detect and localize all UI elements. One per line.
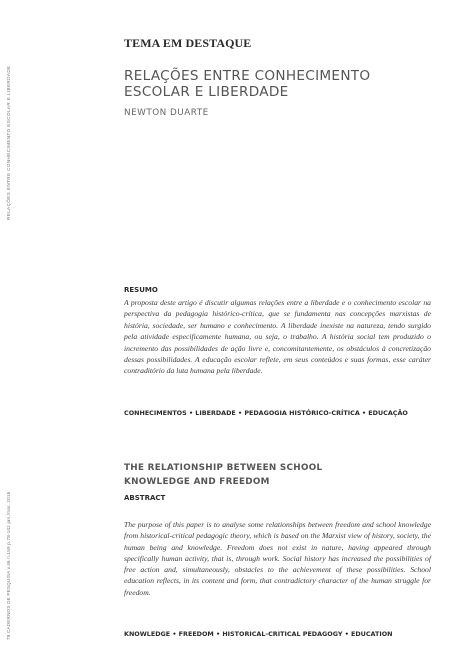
english-title-line-2: KNOWLEDGE AND FREEDOM <box>124 477 270 488</box>
author-name: NEWTON DUARTE <box>124 108 209 118</box>
article-title-line-1: RELAÇÕES ENTRE CONHECIMENTO <box>124 68 371 84</box>
abstract-heading: ABSTRACT <box>124 494 166 502</box>
article-title-line-2: ESCOLAR E LIBERDADE <box>124 84 289 100</box>
keywords-en: KNOWLEDGE • FREEDOM • HISTORICAL-CRITICAL PEDAGOGY • EDUCATION <box>124 630 393 638</box>
page-footer-text: 78 CADERNOS DE PESQUISA v.46 n.159 p.78-102 jan./mar. 2016 <box>6 491 11 640</box>
article-title <box>124 68 424 100</box>
abstract-text: The purpose of this paper is to analyse some relationships between freedom and school knowledge from historical-critical pedagogic theory, which is based on the Marxist view of history, society, the human being and knowledge. Freedom does not exist in nature, having appeared through specifically human activity, that is, through work. Social history has increased the possibilities of free action and, simultaneously, obstacles to the achievement of these possibilities. School education reflects, in its content and form, that contradictory character of the human struggle for freedom. <box>124 520 431 597</box>
english-title <box>124 461 424 490</box>
running-head <box>6 40 18 220</box>
english-title-line-1: THE RELATIONSHIP BETWEEN SCHOOL <box>124 463 323 473</box>
resumo-text: A proposta deste artigo é discutir algumas relações entre a liberdade e o conhecimento escolar na perspectiva da pedagogia histórico-crítica, que se fundamenta nas concepções marxistas de história, sociedade, ser humano e conhecimento. A liberdade inexiste na natureza, tendo surgido pela atividade especificamente humana, ou seja, o trabalho. A história social tem produzido o incremento das possibilidades de ação livre e, concomitantemente, os obstáculos à concretização dessas possibilidades. A educação escolar reflete, em seus conteúdos e suas formas, esse caráter contraditório da luta humana pela liberdade. <box>124 298 431 376</box>
section-label: TEMA EM DESTAQUE <box>124 36 252 50</box>
running-head-text: RELAÇÕES ENTRE CONHECIMENTO ESCOLAR E LIBERDADE <box>6 65 11 220</box>
resumo-heading: RESUMO <box>124 286 158 294</box>
page-footer <box>6 470 18 640</box>
keywords-pt: CONHECIMENTOS • LIBERDADE • PEDAGOGIA HISTÓRICO-CRÍTICA • EDUCAÇÃO <box>124 409 408 417</box>
